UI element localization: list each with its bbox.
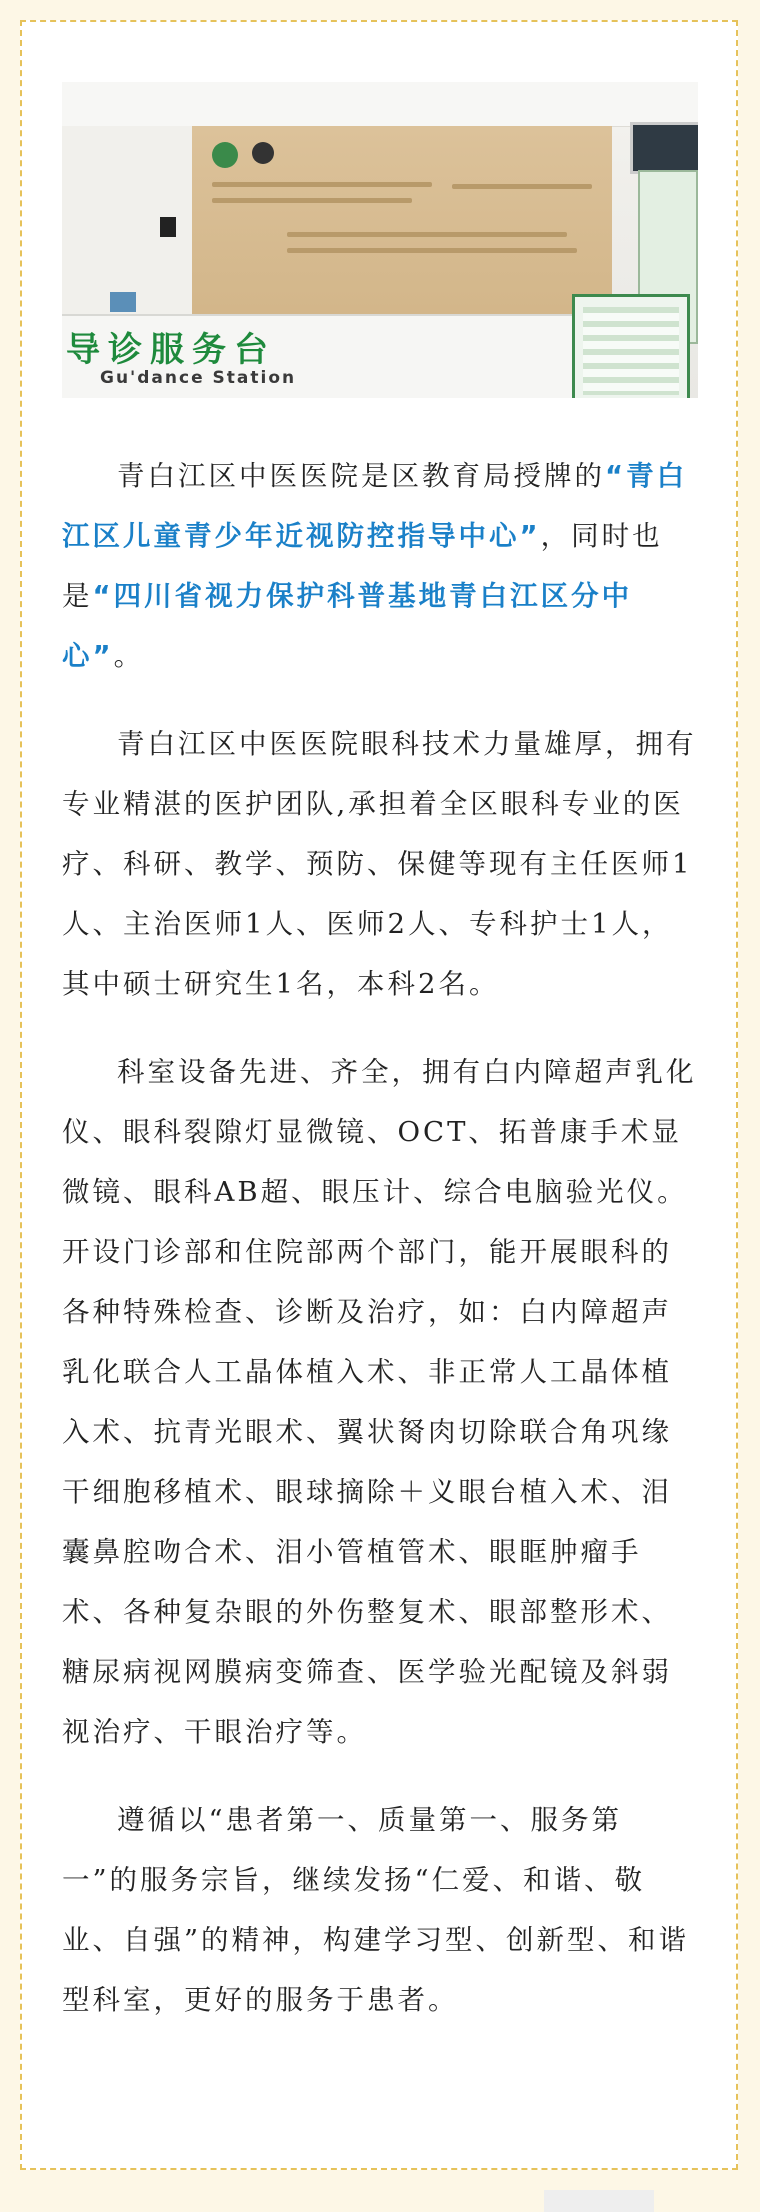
paragraph-mission: 遵循以“患者第一、质量第一、服务第一”的服务宗旨，继续发扬“仁爱、和谐、敬业、自强”的精神，构建学习型、创新型、和谐型科室，更好的服务于患者。	[62, 1804, 690, 2016]
hospital-logo-icon-2	[252, 142, 274, 164]
paragraph-team: 青白江区中医医院眼科技术力量雄厚，拥有专业精湛的医护团队,承担着全区眼科专业的医疗、科研、教学、预防、保健等现有主任医师1人、主治医师1人、医师2人、专科护士1人，其中硕士研究生1名，本科2名。	[62, 728, 697, 1000]
process-flow-stand	[572, 294, 690, 398]
ceiling	[62, 82, 698, 127]
wall-text-line	[212, 182, 432, 187]
desk-sign-english: Gu'dance Station	[100, 368, 297, 388]
monitor-screen	[630, 122, 698, 174]
highlight-base-name: “四川省视力保护科普基地青白江区分中心”	[62, 580, 633, 672]
bottom-bar	[544, 2190, 654, 2212]
wall-text-line	[287, 232, 567, 237]
highlight-center-name: “青白江区儿童青少年近视防控指导中心”	[62, 460, 688, 552]
article-body	[62, 446, 700, 2058]
paragraph-intro	[62, 446, 700, 686]
hospital-logo-icon	[212, 142, 238, 168]
blue-box	[110, 292, 136, 312]
phone-icon	[160, 217, 176, 237]
wall-text-line	[287, 248, 577, 253]
wall-text-line	[452, 184, 592, 189]
guidance-desk-photo	[62, 82, 698, 398]
paragraph-equipment: 科室设备先进、齐全，拥有白内障超声乳化仪、眼科裂隙灯显微镜、OCT、拓普康手术显微镜、眼科AB超、眼压计、综合电脑验光仪。开设门诊部和住院部两个部门，能开展眼科的各种特殊检查、诊断及治疗，如：白内障超声乳化联合人工晶体植入术、非正常人工晶体植入术、抗青光眼术、翼状胬肉切除联合角巩缘干细胞移植术、眼球摘除＋义眼台植入术、泪囊鼻腔吻合术、泪小管植管术、眼眶肿瘤手术、各种复杂眼的外伤整复术、眼部整形术、糖尿病视网膜病变筛查、医学验光配镜及斜弱视治疗、干眼治疗等。	[62, 1056, 697, 1748]
intro-text-3: 。	[113, 640, 145, 672]
wall-text-line	[212, 198, 412, 203]
desk-sign-chinese: 导诊服务台	[66, 330, 276, 370]
intro-text: 青白江区中医医院是区教育局授牌的	[117, 460, 605, 492]
intro-text-2: ，同时也是	[62, 520, 663, 612]
flowchart	[583, 307, 679, 395]
